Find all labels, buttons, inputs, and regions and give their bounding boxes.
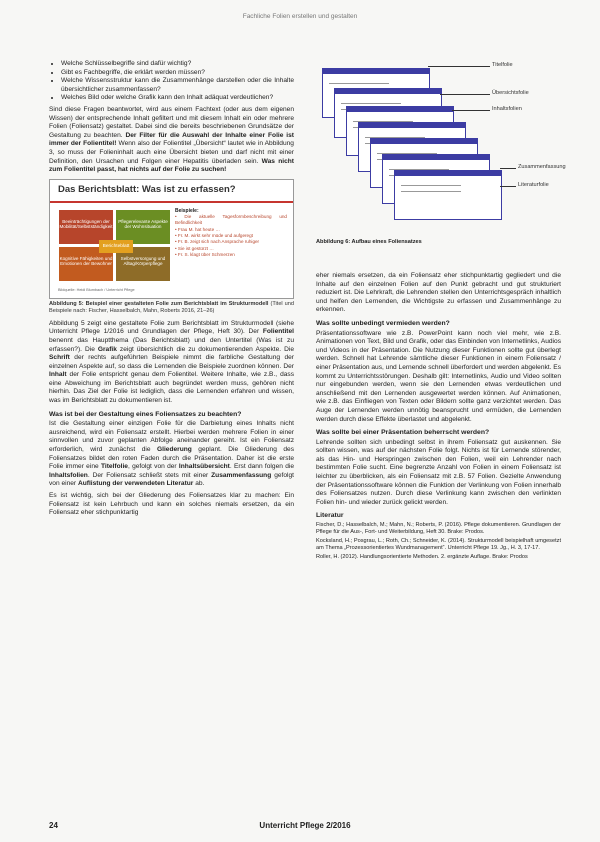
magazine-issue: Unterricht Pflege 2/2016 (259, 821, 351, 830)
label-uebersicht: Übersichtsfolie (492, 90, 529, 96)
aspect-box: Beeinträchtigungen der Mobilität/Selbstständigkeit (59, 210, 113, 244)
label-inhaltsfolien: Inhaltsfolien (492, 106, 522, 112)
figure-berichtsblatt-slide (49, 179, 294, 299)
callout-line (500, 186, 516, 187)
paragraph: Es ist wichtig, sich bei der Gliederung des Foliensatzes klar zu machen: Ein Foliensatz ist kein Lehrbuch und kann ein solches niemals ersetzen, da ein Foliensatz eher stichpunktartig (49, 492, 294, 517)
slide-title: Das Berichtsblatt: Was ist zu erfassen? (58, 183, 236, 195)
literature-entry: Fischer, D.; Hasselbalch, M.; Mahn, N.; Roberts, P. (2016). Pflege dokumentieren. Grundlagen der Pflege für die Aus-, Fort- und Weiterbildung, Heft 30. Brake: Prodos. (316, 522, 561, 536)
slide-thumb (394, 170, 502, 220)
question-list (49, 60, 294, 103)
left-column (49, 60, 294, 521)
page-number: 24 (49, 821, 58, 830)
paragraph: Ist die Gestaltung einer einzigen Folie für die Darbietung eines Inhalts nicht ausreichend, wird ein Foliensatz erstellt. Hierbei werden mehrere Folien in einer sinnvollen und zuvor geplanten Abfolge aneinander gereiht. Ist ein Foliensatz erforderlich, wird zunächst die Gliederung geplant. Die Gliederung des Foliensatzes bildet den roten Faden durch die Präsentation. Daher ist die erste Folie immer eine Titelfolie, gefolgt von der Inhaltsübersicht. Erst dann folgen die Inhaltsfolien. Der Foliensatz schließt stets mit einer Zusammenfassung gefolgt von einer Auflistung der verwendeten Literatur ab. (49, 420, 294, 488)
figure-credit: Bildquelle: Heidi Blumbach / Unterricht Pflege (58, 288, 135, 293)
figure-slide-deck (316, 56, 566, 236)
right-column (316, 272, 561, 564)
example-item: • Sie ist gestürzt … (175, 245, 214, 251)
section-heading: Was sollte bei einer Präsentation beherrscht werden? (316, 429, 490, 437)
section-heading: Was ist bei der Gestaltung eines Foliensatzes zu beachten? (49, 410, 242, 418)
running-header: Fachliche Folien erstellen und gestalten (242, 13, 358, 20)
list-item: • Welches Bild oder welche Grafik kann den Inhalt adäquat verdeutlichen? (61, 94, 294, 103)
example-item: • Frau M. hat heute … (175, 226, 221, 232)
label-zusammenfassung: Zusammenfassung (518, 164, 566, 170)
section-heading: Was sollte unbedingt vermieden werden? (316, 319, 450, 327)
list-item: • Welche Schlüsselbegriffe sind dafür wichtig? (61, 60, 294, 69)
paragraph: Präsentationssoftware wie z.B. PowerPoint kann noch viel mehr, wie z.B. Animationen von Text, Bild und Grafik, oder das Einbinden von Internetlinks, Audios und Videos in der Präsentation. Die Nutzung dieser Funktionen sollte gut überlegt werden. Schnell hat Lehrende sämtliche dieser Funktionen in einem Foliensatz / einer Präsentation aus, und Lernende schnell überfordert und werden abgelenkt. Es kommt zu Unterrichtsstörungen. Deshalb gilt: Internetlinks, Audio und Video sollten nur eingebunden werden, wenn sie den Lernenden etwas verdeutlichen und anschließend mit den Lernenden ausgewertet werden können. Auf Animationen, wie z.B. das Einfliegen von Texten oder Bildern sollte ganz verzichtet werden. Das Auge der Lernenden werden unnötig beansprucht und ermüden, die Lernenden werden durch diese Effekte überlastet und abgelenkt. (316, 329, 561, 423)
paragraph: Abbildung 5 zeigt eine gestaltete Folie zum Berichtsblatt im Strukturmodell (siehe Unterricht Pflege 1/2016 und Grundlagen der Pflege, Heft 30). Der Folientitel benennt das Hauptthema (Das Berichtsblatt) und den Untertitel (Was ist zu erfassen?). Die Grafik zeigt übersichtlich die zu dokumentierenden Aspekte. Die Schrift der rechts aufgeführten Beispiele nimmt die farbliche Gestaltung der einzelnen Aspekte auf, so dass die Lernenden die Beispiele zuordnen können. Der Inhalt der Folie entspricht genau dem Folientitel. Weitere Inhalte, wie z.B., dass eine Abweichung im Berichtsblatt auch begründet werden muss, gehören nicht hierhin. Das Ziel der Folie ist lediglich, dass die Lernenden erfahren und wissen, was im Berichtsblatt zu dokumentieren ist. (49, 319, 294, 405)
example-item: • Fr. B. zeigt sich nach Ansprache ruhiger (175, 239, 260, 245)
title-rule (50, 201, 293, 203)
literature-heading: Literatur (316, 512, 344, 520)
example-item: • Die aktuelle Tagesformbeschreibung und Befindlichkeit (175, 214, 287, 226)
aspect-box: Pflegerelevante Aspekte der Wohnsituation (116, 210, 170, 244)
center-label: Berichteblatt (99, 240, 133, 253)
label-titelfolie: Titelfolie (492, 62, 513, 68)
callout-line (500, 168, 516, 169)
list-item: • Welche Wissensstruktur kann die Zusammenhänge darstellen oder die Inhalte übersichtlicher zusammenfassen? (61, 77, 294, 94)
figure-caption: Abbildung 5: Beispiel einer gestalteten Folie zum Berichtsblatt im Strukturmodell (Titel und Beispiele nach: Fischer, Hasselbalch, Mahn, Roberts 2016, 21–26) (49, 300, 294, 314)
example-item: • Fr. M. wirkt sehr müde und aufgeregt (175, 232, 253, 238)
label-literatur: Literaturfolie (518, 182, 549, 188)
callout-line (428, 66, 490, 67)
paragraph: Sind diese Fragen beantwortet, wird aus einem Fachtext (oder aus dem eigenen Wissen) der entsprechende Inhalt gefiltert und mit diesem Inhalt ein oder mehrere Folien (Foliensatz) gestaltet. Dabei sind die bereits beschriebenen Grundsätze der Gestaltung zu beachten. Der Filter für die Auswahl der Inhalte einer Folie ist immer der Folientitel! Wenn also der Folientitel „Übersicht“ lautet wie in Abbildung 3, so muss der Folieninhalt auch eine Übersicht bieten und darf nicht mit einer Definition, den Ursachen und Folgen einer Hepatitis überladen sein. Was nicht zum Folientitel passt, hat nichts auf der Folie zu suchen! (49, 105, 294, 174)
examples-list: Beispiele: • Die aktuelle Tagesformbeschreibung und Befindlichkeit • Frau M. hat heute … • Fr. M. wirkt sehr müde und aufgeregt • Fr. B. zeigt sich nach Ansprache ruhiger • Sie ist gestürzt … • Fr. S. klagt über Schmerzen (175, 207, 287, 257)
callout-line (452, 110, 490, 111)
aspect-box: Kognitive Fähigkeiten und Emotionen der Bewohner (59, 247, 113, 281)
literature-entry: Roller, H. (2012). Handlungsorientierte Methoden. 2. ergänzte Auflage. Brake: Prodos (316, 554, 528, 561)
figure-caption: Abbildung 6: Aufbau eines Foliensatzes (316, 239, 422, 245)
aspect-box: Selbstversorgung und Alltag/Körperpflege (116, 247, 170, 281)
callout-line (440, 94, 490, 95)
paragraph: Lehrende sollten sich unbedingt selbst in ihrem Foliensatz gut auskennen. Sie sollten wissen, was auf der nächsten Folie folgt. Nichts ist für Lernende störender, als das Hin- und Herspringen zwischen den Folien, weil ein Lehrender nach bestimmten Folie sucht. Eine begrenzte Anzahl von Folien in einem Foliensatz ist leichter zu überblicken, als ein Foliensatz mit z.B. 57 Folien. Gezielte Anwendung der Präsentationssoftware können die Funktion der Verlinkung von Folien innerhalb des Foliensatzes nutzen. Durch diese Verlinkung kann zwischen den verlinkten Folien hin- und wieder zurück gelickt werden. (316, 438, 561, 506)
list-item: • Gibt es Fachbegriffe, die erklärt werden müssen? (61, 69, 294, 78)
literature-entry: Kocksland, H.; Posgrau, L.; Roth, Ch.; Schneider, K. (2014). Strukturmodell beispielhaft umgesetzt am Thema „Prozessorientiertes Wundmanagement“. Unterricht Pflege 19. Jg., H. 3, 17-17. (316, 538, 561, 552)
example-item: • Fr. S. klagt über Schmerzen (175, 251, 235, 257)
paragraph: eher niemals ersetzen, da ein Foliensatz eher stichpunktartig gegliedert und die Inhalte auf den einzelnen Folien auf den Punkt gebracht und gut strukturiert reduziert ist. Die Lehrkraft, die Lehrenden stellen den Unterrichtsgespräch inhaltlich und helfen den Lernenden, die Wichtigste zu erfassen und Zusammenhänge zu erkennen. (316, 272, 561, 314)
